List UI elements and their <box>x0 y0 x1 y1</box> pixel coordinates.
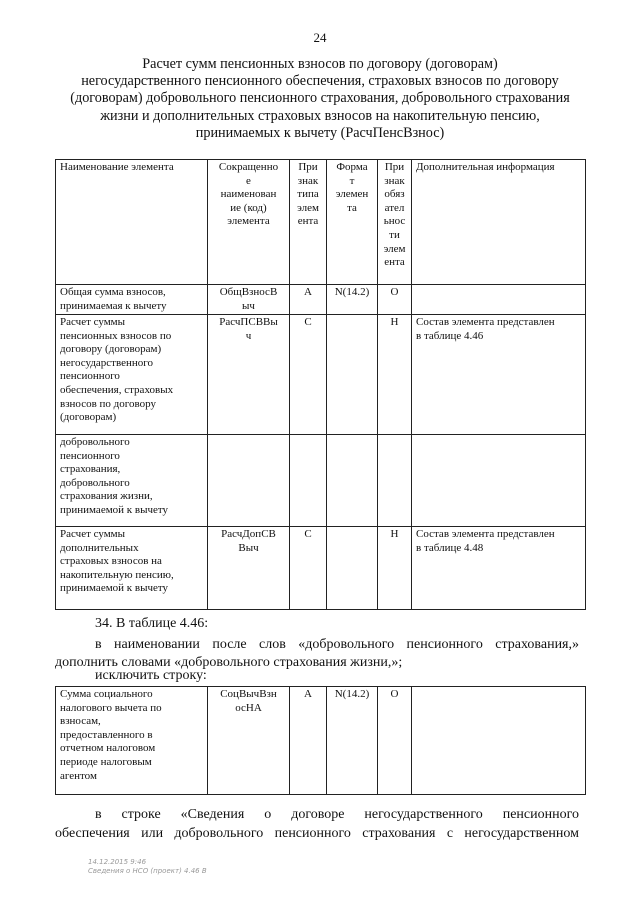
cell-format <box>327 527 378 610</box>
item-34-heading: 34. В таблице 4.46: <box>95 616 209 631</box>
instruction-line-2: дополнить словами «добровольного страхования жизни,»; <box>55 655 403 670</box>
cell-format <box>327 435 378 527</box>
bottom-paragraph-line-1: в строке «Сведения о договоре негосударственного пенсионного <box>95 807 579 822</box>
header-cell-name: Наименование элемента <box>56 160 208 285</box>
instruction-line-1: в наименовании после слов «добровольного пенсионного страхования,» <box>95 637 579 652</box>
elements-table <box>55 159 586 610</box>
cell-info <box>412 285 586 315</box>
cell-code <box>208 435 290 527</box>
cell-format: N(14.2) <box>327 687 378 795</box>
cell-type: А <box>290 687 327 795</box>
title-line: принимаемых к вычету (РасчПенсВзнос) <box>195 124 445 141</box>
cell-name: добровольного пенсионного страхования, добровольного страхования жизни, принимаемой к вычету <box>56 435 208 527</box>
header-cell-code: Сокращенно е наименован ие (код) элемента <box>208 160 290 285</box>
cell-format: N(14.2) <box>327 285 378 315</box>
cell-type: С <box>290 315 327 435</box>
cell-required: О <box>378 687 412 795</box>
header-cell-info: Дополнительная информация <box>412 160 586 285</box>
title-line: негосударственного пенсионного обеспечения, страховых взносов по договору <box>81 73 559 90</box>
title-line: Расчет сумм пенсионных взносов по договору (договорам) <box>142 56 498 72</box>
footer-stamp <box>88 858 207 876</box>
cell-code: РасчДопСВ Выч <box>208 527 290 610</box>
cell-required: Н <box>378 315 412 435</box>
cell-required <box>378 435 412 527</box>
cell-type: А <box>290 285 327 315</box>
cell-name: Расчет суммы пенсионных взносов по договору (договорам) негосударственного пенсионного обеспечения, страховых взносов по договору (договорам) <box>56 315 208 435</box>
title-line: жизни и дополнительных страховых взносов на накопительную пенсию, <box>100 107 540 124</box>
cell-type <box>290 435 327 527</box>
title-line: (договорам) добровольного пенсионного страхования, добровольного страхования <box>70 90 570 107</box>
cell-info: Состав элемента представлен в таблице 4.46 <box>412 315 586 435</box>
cell-code: РасчПСВВы ч <box>208 315 290 435</box>
header-cell-type: При знак типа элем ента <box>290 160 327 285</box>
table-row <box>56 527 586 610</box>
excluded-row-table <box>55 686 586 795</box>
header-cell-format: Форма т элемен та <box>327 160 378 285</box>
cell-info: Состав элемента представлен в таблице 4.48 <box>412 527 586 610</box>
table-row <box>56 285 586 315</box>
section-title <box>40 56 600 142</box>
table-header-row <box>56 160 586 285</box>
footer-stamp-line: 14.12.2015 9:46 <box>88 858 147 866</box>
cell-info <box>412 435 586 527</box>
exclude-line: исключить строку: <box>95 668 207 683</box>
footer-stamp-line: Сведения о НСО (проект) 4.46 В <box>88 867 207 875</box>
cell-code: ОбщВзносВ ыч <box>208 285 290 315</box>
cell-name: Расчет суммы дополнительных страховых взносов на накопительную пенсию, принимаемой к вычету <box>56 527 208 610</box>
cell-type: С <box>290 527 327 610</box>
cell-format <box>327 315 378 435</box>
cell-info <box>412 687 586 795</box>
cell-required: Н <box>378 527 412 610</box>
table-row <box>56 435 586 527</box>
cell-name: Общая сумма взносов, принимаемая к вычету <box>56 285 208 315</box>
cell-required: О <box>378 285 412 315</box>
bottom-paragraph-line-2: обеспечения или добровольного пенсионного страхования с негосударственном <box>55 826 579 841</box>
header-cell-required: При знак обяз ател ьнос ти элем ента <box>378 160 412 285</box>
cell-name: Сумма социального налогового вычета по взносам, предоставленного в отчетном налоговом периоде налоговым агентом <box>56 687 208 795</box>
table-row <box>56 315 586 435</box>
cell-code: СоцВычВзн осНА <box>208 687 290 795</box>
page-number: 24 <box>313 30 327 45</box>
table-row <box>56 687 586 795</box>
